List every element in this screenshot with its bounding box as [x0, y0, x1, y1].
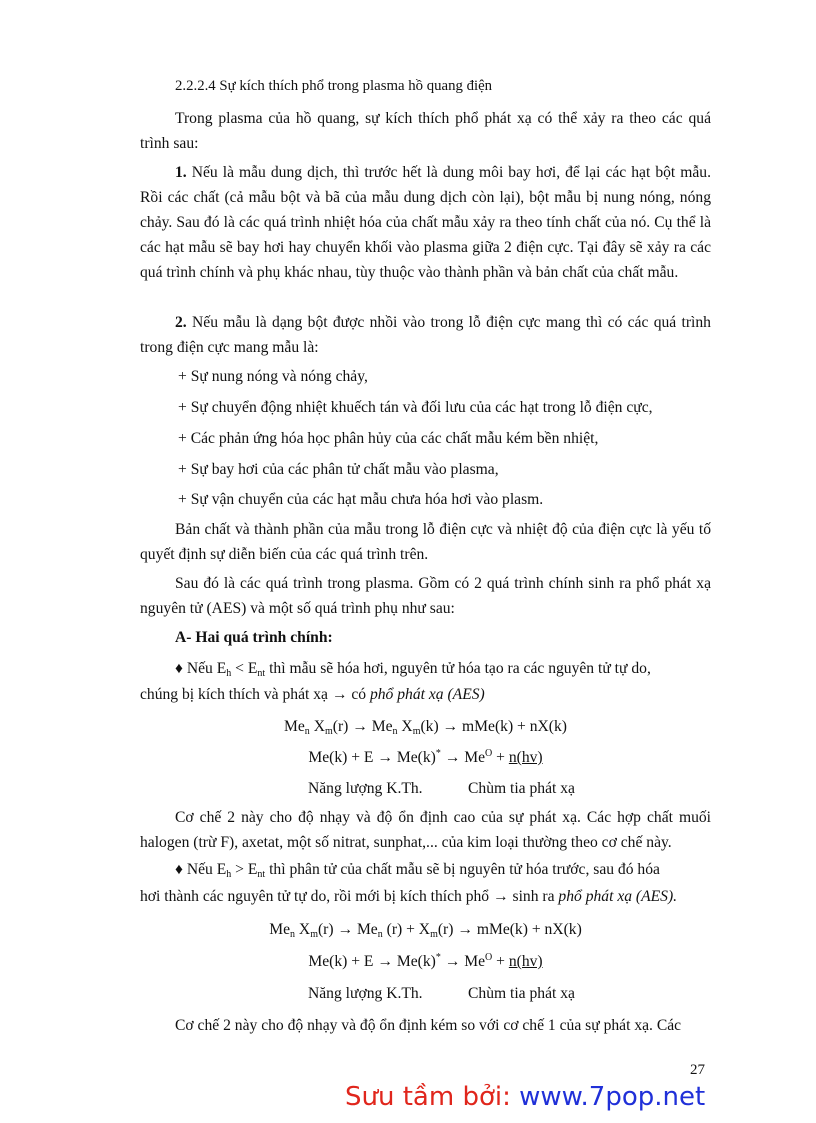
emission-label: Chùm tia phát xạ: [468, 985, 575, 1002]
list-item: + Sự nung nóng và nóng chảy,: [178, 368, 368, 385]
paragraph-1: [140, 160, 711, 285]
case-2-line-1: ♦ Nếu $E_h > E_{nt}$ thì phân tử của chất mẫu sẽ bị nguyên tử hóa trước, sau đó hóa: [175, 861, 660, 880]
equation-1a: $Me_n$ $X_m(r) \to Me_n$ $X_m(k) \to mMe(k) + nX(k)$: [284, 718, 567, 737]
list-item: + Sự vận chuyển của các hạt mẫu chưa hóa hơi vào plasm.: [178, 491, 544, 508]
list-item: + Sự chuyển động nhiệt khuếch tán và đối lưu của các hạt trong lỗ điện cực,: [178, 399, 653, 416]
paragraph-2-number: 2.: [175, 314, 187, 331]
subheading-a: A- Hai quá trình chính:: [175, 629, 333, 646]
list-item: + Sự bay hơi của các phân tử chất mẫu vào plasma,: [178, 461, 499, 478]
equation-2a: $Me_n$ $X_m(r) \to Me_n$ $(r) + X_m(r) \to mMe(k) + nX(k)$: [269, 921, 582, 940]
list-item: + Các phản ứng hóa học phân hủy của các chất mẫu kém bền nhiệt,: [178, 430, 599, 447]
equation-2b: $Me(k) + E \to Me(k)^* \to Me^O + n(hv)$: [308, 952, 543, 970]
mechanism-2-paragraph: Cơ chế 2 này cho độ nhạy và độ ổn định kém so với cơ chế 1 của sự phát xạ. Các: [175, 1017, 682, 1034]
watermark: [345, 1080, 705, 1114]
emission-label: Chùm tia phát xạ: [468, 780, 575, 797]
paragraph-2: [140, 310, 711, 360]
diamond-bullet-icon: ♦: [175, 660, 183, 677]
paragraph-1-text: Nếu là mẫu dung dịch, thì trước hết là dung môi bay hơi, để lại các hạt bột mẫu. Rồi các chất (cả mẫu bột và bã của mẫu dung dịch còn lại), bột mẫu bị nung nóng, nóng chảy. Sau đó là các quá trình nhiệt hóa của chất mẫu xảy ra theo tính chất của nó. Cụ thể là các hạt mẫu sẽ bay hơi hay chuyển khối vào plasma giữa 2 điện cực. Tại đây sẽ xảy ra các quá trình chính và phụ khác nhau, tùy thuộc vào thành phần và bản chất của chất mẫu.: [140, 164, 712, 281]
energy-label: Năng lượng K.Th.: [308, 780, 423, 797]
intro-paragraph: Trong plasma của hồ quang, sự kích thích phổ phát xạ có thể xảy ra theo các quá trình sau:: [140, 110, 711, 152]
mechanism-1-paragraph: Cơ chế 2 này cho độ nhạy và độ ổn định cao của sự phát xạ. Các hợp chất muối halogen (trừ F), axetat, một số nitrat, sunphat,... của kim loại thường theo cơ chế này.: [140, 809, 711, 851]
case-1-line-2: chúng bị kích thích và phát xạ → có phổ phát xạ (AES): [140, 686, 485, 703]
watermark-prefix: Sưu tầm bởi:: [345, 1082, 520, 1112]
energy-label: Năng lượng K.Th.: [308, 985, 423, 1002]
paragraph-1-number: 1.: [175, 164, 187, 181]
watermark-url[interactable]: www.7pop.net: [519, 1082, 706, 1112]
case-1-line-1: ♦ Nếu $E_h < E_{nt}$ thì mẫu sẽ hóa hơi, nguyên tử hóa tạo ra các nguyên tử tự do,: [175, 660, 651, 679]
paragraph-2-text: Nếu mẫu là dạng bột được nhồi vào trong lỗ điện cực mang thì có các quá trình trong điện cực mang mẫu là:: [140, 314, 711, 356]
paragraph-3: Bản chất và thành phần của mẫu trong lỗ điện cực và nhiệt độ của điện cực là yếu tố quyết định sự diễn biến của các quá trình trên.: [140, 521, 711, 563]
paragraph-4: Sau đó là các quá trình trong plasma. Gồm có 2 quá trình chính sinh ra phổ phát xạ nguyên tử (AES) và một số quá trình phụ như sau:: [140, 575, 711, 617]
case-2-line-2: hơi thành các nguyên tử tự do, rồi mới bị kích thích phổ → sinh ra phổ phát xạ (AES).: [140, 888, 678, 905]
page-number: 27: [690, 1062, 705, 1078]
section-heading: 2.2.2.4 Sự kích thích phổ trong plasma hồ quang điện: [175, 78, 493, 94]
equation-1b: $Me(k) + E \to Me(k)^* \to Me^O + n(hv)$: [308, 748, 543, 766]
diamond-bullet-icon: ♦: [175, 861, 183, 878]
